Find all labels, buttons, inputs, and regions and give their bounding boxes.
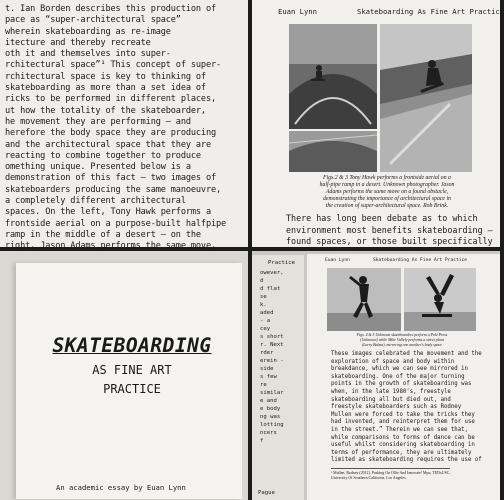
photo-halfpipe-desert [289, 24, 377, 129]
text-line: spaces. On the left, Tony Hawk performs a [5, 207, 211, 218]
essay-title-page [0, 251, 248, 500]
text-line: and the architectural space that they are [5, 139, 211, 150]
text-line: cey [260, 326, 271, 332]
text-line: rder [260, 350, 274, 356]
text-line: omething unique. Presented below is a [5, 162, 191, 173]
page-header-title: Skateboarding As Fine Art Practice [357, 7, 504, 16]
text-line: while comparisons to forms of dance can be [331, 434, 475, 441]
page-body-text [331, 351, 482, 465]
photo-street-obstacle [380, 24, 472, 172]
text-line: d [260, 278, 264, 284]
text-line: k. [260, 302, 267, 308]
left-page-fragment [252, 255, 304, 500]
essay-subtitle: AS FINE ART PRACTICE [92, 363, 172, 396]
essay-page-figures [252, 0, 504, 247]
photo-ramp-detail [289, 131, 377, 172]
text-line: side [260, 366, 274, 372]
text-line: erein - [260, 358, 284, 364]
essay-page-text [0, 0, 248, 252]
text-line: s short [260, 334, 284, 340]
text-line: These images celebrated the movement and the [331, 351, 482, 357]
text-line: he movement they are performing — and [5, 116, 191, 127]
text-line: se [260, 294, 267, 300]
text-line: reacting to combine together to produce [5, 150, 201, 161]
text-line: pace as “super-architectural space” [5, 15, 181, 26]
text-line: terms of performance, they are ultimately [331, 449, 472, 456]
left-page-footer: Pague [258, 490, 275, 496]
text-line: Mullen were forced to take the tricks they [331, 411, 475, 418]
text-line: - a [260, 318, 271, 324]
text-line: a completely different architectural [5, 196, 186, 207]
text-line: had invented, and reinterpret them for use [331, 419, 475, 426]
text-line: skateboarding all but died out, and [331, 396, 451, 403]
text-line: r. Next [260, 342, 284, 348]
essay-page-spread [252, 251, 500, 500]
figure-caption: Figs. 4 & 5 Unknown skateboarders perform a Pole Press (Unknown) while Mike Vallely performs a street plant (Larry Balma), mirroring one another's body space [356, 333, 448, 347]
left-page-text [260, 269, 284, 445]
text-line: rchitectural space is key to thinking of [5, 71, 206, 82]
text-line: s few [260, 374, 277, 380]
page-header-title: Skateboarding As Fine Art Practice [373, 258, 468, 263]
essay-title: SKATEBOARDING [52, 334, 212, 357]
text-line: skateboarding as more than a set idea of [5, 83, 206, 94]
text-line: freestyle skateboarders such as Rodney [331, 404, 462, 411]
footnote: ¹ Mullen, Rodney (2012). Pushing On Ollie And Innovate! Mpu, TEDxUSC, University Of Southern California, Los Angeles. [331, 468, 450, 481]
text-line: ramp in the middle of a desert — on the [5, 229, 201, 240]
title-sheet [16, 263, 242, 499]
text-line: aded [260, 310, 274, 316]
text-line: rchitectural space”¹ This concept of super- [5, 60, 222, 71]
text-line: d flat [260, 286, 281, 292]
text-line: owever, [260, 270, 284, 276]
text-line: itecture and thereby recreate [5, 37, 151, 48]
text-line: useful whilst considering skateboarding in [331, 442, 475, 449]
text-line: frontside aerial on a purpose-built halfpipe [5, 218, 227, 229]
text-line: in the street.” Therein we can see that, [331, 426, 468, 433]
photo-street-plant [404, 268, 476, 331]
text-line: points in the growth of skateboarding was [331, 381, 472, 388]
text-line: oth it and themselves into super- [5, 49, 171, 60]
text-line: skateboarding. One of the major turning [331, 373, 465, 380]
text-line: demonstration of this fact — two images of [5, 173, 217, 184]
text-line: exploration of space and body within [331, 358, 455, 365]
text-line: e and [260, 398, 277, 404]
text-line: limited as skateboarding requires the use of [331, 457, 482, 464]
text-line: similar [260, 390, 284, 396]
text-line: f [260, 438, 264, 444]
text-line: re [260, 382, 267, 388]
left-page-header: Practice [268, 260, 295, 266]
text-line: herefore the body space they are producing [5, 128, 217, 139]
text-line: ut how the totality of the skateboarder, [5, 105, 206, 116]
text-line: t. Ian Borden describes this production of [5, 4, 217, 14]
text-line: skateboarders producing the same manoeuvre, [5, 184, 222, 195]
text-line: ng was [260, 414, 281, 420]
page-header-author: Euan Lynn [278, 7, 317, 16]
text-line: wherein skateboarding as re-image [5, 26, 171, 37]
text-line: lotting [260, 422, 284, 428]
page-header-author: Euan Lynn [325, 258, 350, 263]
text-line: ricks to be performed in different places, [5, 94, 217, 105]
essay-byline: An academic essay by Euan Lynn [56, 483, 186, 492]
page-body-text: There has long been debate as to which environment most benefits skateboarding — found spaces, or those built specifically [286, 213, 493, 246]
text-line: when, in the late 1980's, freestyle [331, 388, 451, 395]
text-line: right, Jason Adams performs the same move, [5, 241, 217, 252]
text-line: breakdance, which we can see mirrored in [331, 366, 468, 373]
right-page [307, 254, 500, 500]
photo-breakdancer [327, 268, 401, 331]
figure-caption: Figs.2 & 3 Tony Hawk performs a frontside aerial on a half-pipe ramp in a desert. Unknown photographer. Jason Adams performs the same move on a found obstacle, demonstrating the importance of architectural space in the creation of super-architectural space. Rob Brink. [319, 175, 455, 210]
text-line: e body [260, 406, 281, 412]
text-line: ncers [260, 430, 277, 436]
